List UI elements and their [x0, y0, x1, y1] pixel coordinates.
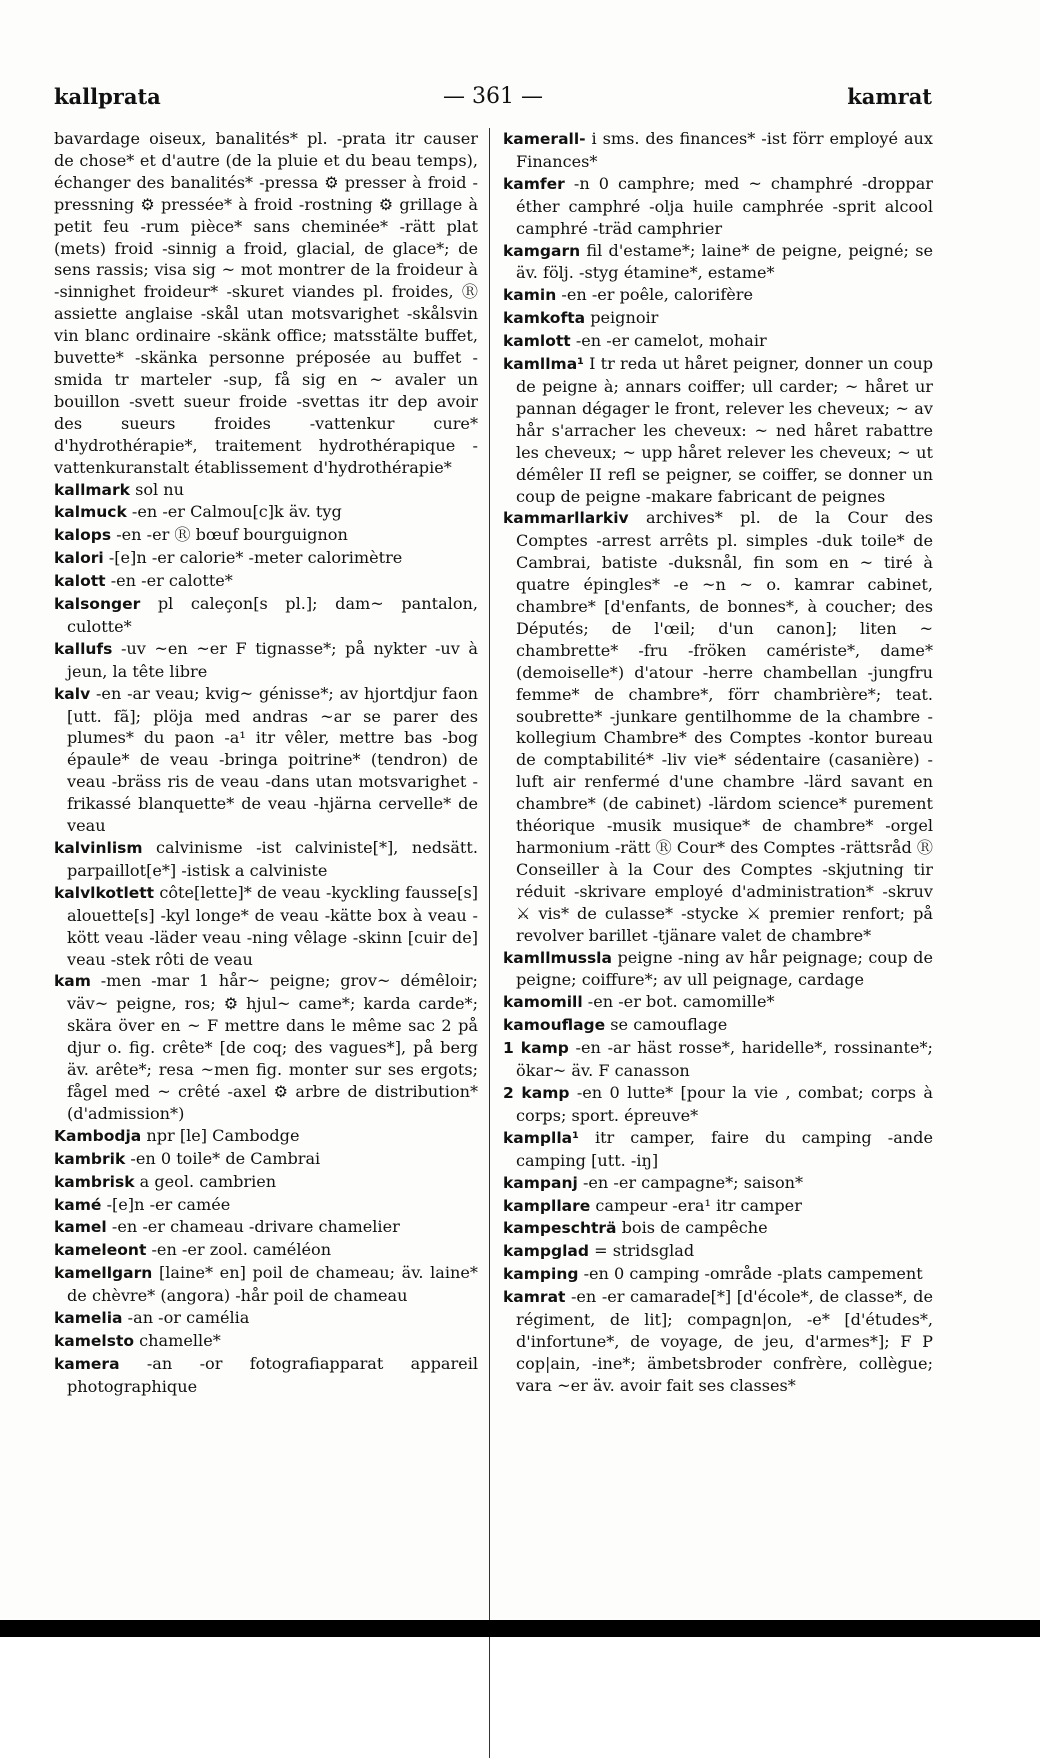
- entry-headword: kamrat: [503, 1288, 566, 1307]
- entry-headword: kambrik: [54, 1149, 126, 1168]
- entry-definition: côte[lette]* de veau -kyckling fausse[s] alouette[s] -kyl longe* de veau -kätte box à veau -kött veau -läder veau -ning vêlage -skinn [cuir de] veau -stek rôti de veau: [67, 882, 478, 969]
- scan-border: [0, 1620, 1040, 1637]
- dictionary-entry: [503, 330, 933, 353]
- entry-definition: i sms. des finances* -ist förr employé aux Finances*: [516, 129, 933, 171]
- entry-headword: 2 kamp: [503, 1083, 570, 1102]
- entry-headword: kamplla¹: [503, 1128, 579, 1147]
- entry-headword: kamomill: [503, 993, 583, 1012]
- entry-definition: -en 0 toile* de Cambrai: [130, 1148, 321, 1168]
- entry-definition: -en -ar häst rosse*, haridelle*, rossinante*; ökar~ äv. F canasson: [516, 1038, 933, 1081]
- entry-definition: -en -ar veau; kvig~ génisse*; av hjortdjur faon [utt. fã]; plöja med andras ~ar se parer des plumes* du paon -a¹ itr vêler, mettre bas -bog épaule* de veau -bringa poitrine* (tendron) de veau -bräss ris de veau -dans utan motsvarighet -frikassé blanquette* de veau -hjärna cervelle* de veau: [67, 683, 478, 836]
- header-right-guideword: kamrat: [847, 84, 932, 109]
- entry-headword: kalori: [54, 549, 104, 568]
- entry-definition: -[e]n -er camée: [106, 1194, 231, 1214]
- dictionary-entry: [503, 1195, 933, 1218]
- entry-headword: kamellgarn: [54, 1264, 153, 1283]
- entry-headword: kam: [54, 972, 91, 991]
- entry-definition: -en -er calotte*: [110, 571, 233, 591]
- entry-headword: kammarllarkiv: [503, 509, 629, 528]
- entry-headword: 1 kamp: [503, 1039, 569, 1058]
- entry-headword: kamgarn: [503, 241, 581, 260]
- dictionary-entry: [54, 1353, 478, 1398]
- dictionary-entry: [54, 479, 478, 502]
- entry-definition: sol nu: [135, 479, 185, 499]
- entry-definition: bois de campêche: [621, 1218, 768, 1238]
- dictionary-entry: [54, 524, 478, 547]
- dictionary-entry: [54, 882, 478, 971]
- dictionary-entry: [54, 1262, 478, 1307]
- entry-definition: archives* pl. de la Cour des Comptes -arrest arrêts pl. simples -duk toile* de Cambrai, batiste -duksnål, fin som en ~ tiré à quatre épingles* -e ~n ~ o. kamrar cabinet, chambre* [d'enfants, de bonnes*, à coucher; des Députés; de l'œil; d'un canon]; liten ~ chambrette* -fru -fröken camériste*, dame* (demoiselle*) d'atour -herre chambellan -jungfru femme* de chambre*, förr chambrière*; teat. soubrette* -junkare gentilhomme de la chambre -kollegium Chambre* des Comptes -kontor bureau de comptabilité* -liv vie* sédentaire (casanière) -luft air renfermé d'une chambre -lärd savant en chambre* (de cabinet) -lärdom science* purement théorique -musik musique* de chambre* -orgel harmonium -rätt Ⓡ Cour* des Comptes -rättsråd Ⓡ Conseiller à la Cour des Comptes -skjutning tir réduit -skrivare employé d'administration* -skruv ⚔ vis* de culasse* -stycke ⚔ premier renfort; på revolver barillet -tjänare valet de chambre*: [516, 508, 933, 945]
- dictionary-entry: [54, 638, 478, 683]
- entry-definition: bavardage oiseux, banalités* pl. -prata itr causer de chose* et d'autre (de la pluie et du beau temps), échanger des banalités* -pressa ⚙ presser à froid -pressning ⚙ pressée* à froid -rostning ⚙ grillage à petit feu -rum pièce* sans cheminée* -rätt plat (mets) froid -sinnig a froid, glacial, de glace*; de sens rassis; visa sig ~ mot montrer de la froideur à -sinnighet froideur* -skuret viandes pl. froides, Ⓡ assiette anglaise -skål utan motsvarighet -skålsvin vin blanc ordinaire -skänk office; matsstälte buffet, buvette* -skänka personne préposée au buffet -smida tr marteler -sup, få sig en ~ avaler un bouillon -svett sueur froide -svettas itr dep avoir des sueurs froides -vattenkur cure* d'hydrothérapie*, traitement hydrothérapique -vattenkuranstalt établissement d'hydrothérapie*: [54, 129, 478, 477]
- column-divider: [489, 128, 490, 1758]
- entry-headword: kalvinlism: [54, 839, 143, 857]
- dictionary-entry: [503, 307, 933, 330]
- entry-headword: kalsonger: [54, 595, 141, 614]
- entry-definition: -n 0 camphre; med ~ champhré -droppar éther camphré -olja huile camphrée -sprit alcool camphré -träd camphrier: [516, 173, 933, 238]
- dictionary-entry: [503, 991, 933, 1014]
- entry-definition: -en 0 camping -område -plats campement: [583, 1264, 923, 1284]
- entry-headword: kallufs: [54, 639, 113, 658]
- entry-headword: kamel: [54, 1218, 107, 1237]
- entry-headword: kamfer: [503, 174, 565, 193]
- dictionary-entry: [54, 128, 478, 479]
- dictionary-entry: [503, 1286, 933, 1397]
- dictionary-entry: [54, 547, 478, 570]
- entry-definition: -en 0 lutte* [pour la vie , combat; corps à corps; sport. épreuve*: [516, 1082, 933, 1125]
- entry-headword: kamouflage: [503, 1016, 606, 1035]
- dictionary-entry: [503, 284, 933, 307]
- entry-definition: -en -er campagne*; saison*: [582, 1172, 804, 1192]
- entry-definition: -an -or fotografiapparat appareil photographique: [67, 1353, 478, 1396]
- entry-headword: kalv: [54, 684, 91, 703]
- dictionary-entry: [503, 173, 933, 240]
- entry-headword: kamkofta: [503, 309, 586, 328]
- entry-headword: kalvlkotlett: [54, 883, 155, 902]
- dictionary-entry: [503, 1240, 933, 1263]
- dictionary-entry: [54, 1239, 478, 1262]
- entry-headword: kampanj: [503, 1173, 578, 1192]
- entry-definition: -en -er camarade[*] [d'école*, de classe*, de régiment, de lit]; compagn|on, -e* [d'études*, d'infortune*, de voyage, de jeu, d'armes*]; F P cop|ain, -ine*; ämbetsbroder confrère, collègue; vara ~er äv. avoir fait ses classes*: [516, 1287, 933, 1395]
- entry-definition: -an -or camélia: [127, 1308, 250, 1328]
- dictionary-entry: [54, 501, 478, 524]
- dictionary-entry: [503, 1014, 933, 1037]
- entry-headword: kampeschträ: [503, 1219, 617, 1238]
- dictionary-entry: [54, 1171, 478, 1194]
- entry-headword: kamera: [54, 1354, 120, 1373]
- entry-headword: kamé: [54, 1195, 102, 1214]
- entry-headword: kamllma¹: [503, 355, 584, 374]
- entry-definition: -[e]n -er calorie* -meter calorimètre: [108, 548, 403, 568]
- entry-definition: -uv ~en ~er F tignasse*; på nykter -uv à jeun, la tête libre: [67, 638, 478, 681]
- dictionary-entry: [503, 1127, 933, 1172]
- entry-definition: fil d'estame*; laine* de peigne, peigné; se äv. följ. -styg étamine*, estame*: [516, 240, 933, 283]
- dictionary-entry: [503, 1217, 933, 1240]
- entry-headword: kamlott: [503, 332, 571, 351]
- entry-headword: kallmark: [54, 480, 130, 499]
- left-column: [54, 128, 478, 1613]
- entry-definition: -men -mar 1 hår~ peigne; grov~ démêloir; väv~ peigne, ros; ⚙ hjul~ came*; karda carde*; skära över en ~ F mettre dans le même sac 2 på djur o. fig. crête* [de coq; des vagues*], på berg äv. arête*; resa ~men fig. monter sur ses ergots; fågel med ~ crêté -axel ⚙ arbre de distribution* (d'admission*): [67, 971, 478, 1123]
- entry-definition: [laine* en] poil de chameau; äv. laine* de chèvre* (angora) -hår poil de chameau: [67, 1263, 478, 1306]
- entry-definition: se camouflage: [610, 1015, 728, 1035]
- entry-headword: kamerall-: [503, 130, 586, 148]
- entry-definition: itr camper, faire du camping -ande camping [utt. -iŋ]: [516, 1127, 933, 1170]
- dictionary-entry: [54, 1216, 478, 1239]
- entry-definition: = stridsglad: [594, 1241, 695, 1261]
- dictionary-entry: [54, 683, 478, 837]
- entry-definition: campeur -era¹ itr camper: [595, 1195, 802, 1215]
- entry-definition: peignoir: [590, 308, 659, 328]
- dictionary-entry: [54, 970, 478, 1124]
- dictionary-entry: [54, 1194, 478, 1217]
- dictionary-entry: [503, 1037, 933, 1082]
- entry-headword: kamllmussla: [503, 948, 612, 967]
- entry-headword: kamelsto: [54, 1331, 135, 1350]
- entry-definition: -en -er chameau -drivare chamelier: [111, 1217, 400, 1237]
- right-column: [503, 128, 933, 1613]
- entry-definition: calvinisme -ist calviniste[*], nedsätt. parpaillot[e*] -istisk a calviniste: [67, 838, 478, 880]
- entry-headword: kampllare: [503, 1196, 591, 1215]
- dictionary-entry: [54, 1148, 478, 1171]
- entry-definition: -en -er Calmou[c]k äv. tyg: [131, 502, 342, 522]
- entry-headword: kambrisk: [54, 1172, 135, 1191]
- entry-definition: -en -er camelot, mohair: [575, 331, 767, 351]
- dictionary-entry: [503, 1263, 933, 1286]
- entry-definition: peigne -ning av hår peignage; coup de peigne; coiffure*; av ull peignage, cardage: [516, 947, 933, 990]
- dictionary-entry: [503, 507, 933, 946]
- entry-definition: npr [le] Cambodge: [146, 1125, 300, 1145]
- entry-headword: kamping: [503, 1265, 579, 1284]
- dictionary-entry: [503, 128, 933, 173]
- entry-definition: pl caleçon[s pl.]; dam~ pantalon, culotte*: [67, 594, 478, 636]
- entry-headword: kalott: [54, 572, 106, 591]
- entry-definition: -en -er poêle, calorifère: [561, 285, 754, 305]
- dictionary-entry: [54, 593, 478, 638]
- entry-definition: a geol. cambrien: [139, 1171, 277, 1191]
- entry-definition: -en -er zool. caméléon: [151, 1240, 332, 1260]
- entry-headword: kampglad: [503, 1242, 589, 1261]
- entry-definition: chamelle*: [139, 1330, 221, 1350]
- entry-headword: kamin: [503, 286, 557, 305]
- dictionary-entry: [503, 1082, 933, 1127]
- dictionary-entry: [503, 947, 933, 992]
- entry-headword: kamelia: [54, 1309, 123, 1328]
- dictionary-entry: [54, 1125, 478, 1148]
- running-header: [54, 84, 932, 114]
- dictionary-entry: [503, 240, 933, 285]
- entry-definition: -en -er bot. camomille*: [587, 992, 775, 1012]
- dictionary-entry: [54, 570, 478, 593]
- entry-headword: kameleont: [54, 1241, 147, 1260]
- entry-definition: -en -er Ⓡ bœuf bourguignon: [116, 525, 348, 545]
- entry-headword: Kambodja: [54, 1126, 142, 1145]
- entry-headword: kalops: [54, 526, 112, 545]
- page-number: — 361 —: [443, 84, 543, 109]
- dictionary-entry: [54, 1330, 478, 1353]
- dictionary-entry: [503, 1172, 933, 1195]
- header-left-guideword: kallprata: [54, 84, 161, 109]
- dictionary-entry: [503, 353, 933, 507]
- entry-headword: kalmuck: [54, 503, 127, 522]
- dictionary-entry: [54, 837, 478, 882]
- dictionary-entry: [54, 1307, 478, 1330]
- entry-definition: I tr reda ut håret peigner, donner un coup de peigne à; annars coiffer; ull carder; ~ håret ur pannan dégager le front, relever les cheveux; ~ av hår s'arracher les cheveux: ~ ned håret rabattre les cheveux; ~ upp håret relever les cheveux; ~ ut démêler II refl se peigner, se coiffer, se donner un coup de peigne -makare fabricant de peignes: [516, 354, 933, 506]
